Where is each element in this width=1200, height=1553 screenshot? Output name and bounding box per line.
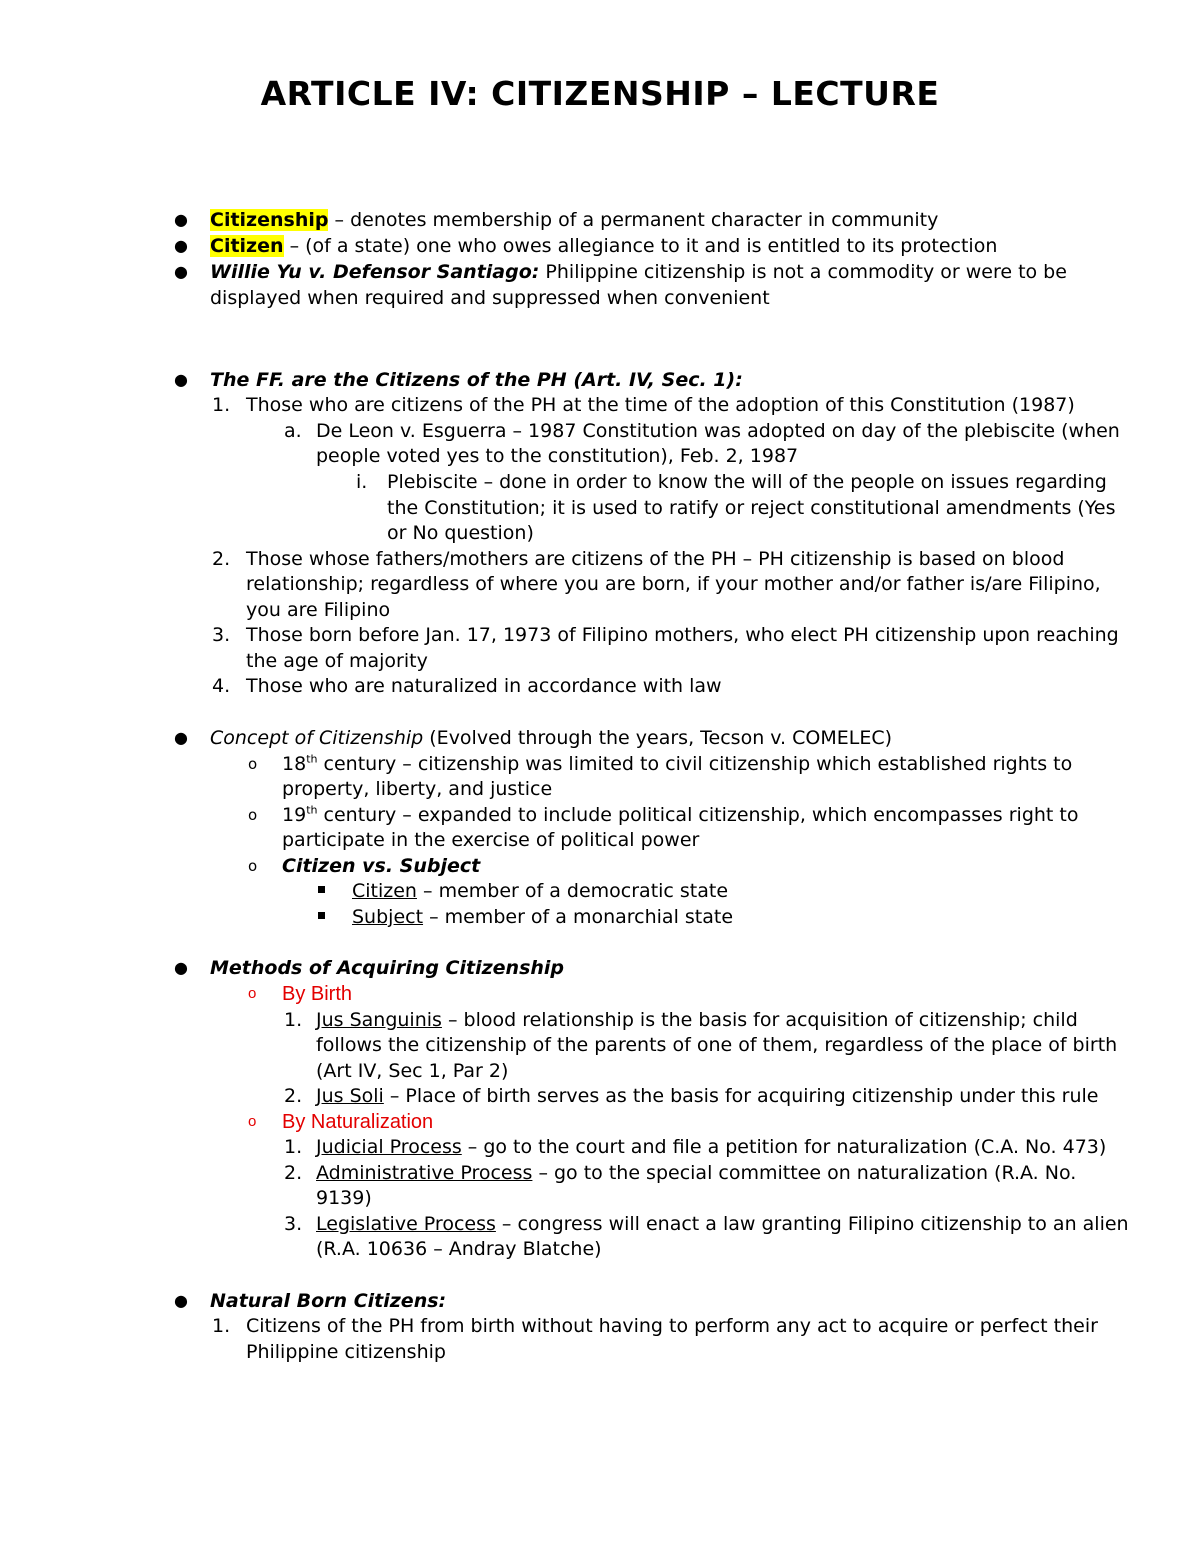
circle-bullet-icon: o — [248, 806, 258, 824]
list-item-continued: the Constitution; it is used to ratify or reject constitutional amendments (Yes — [387, 497, 1116, 519]
underlined-term: Judicial Process — [316, 1136, 462, 1158]
century-number: 18 — [282, 753, 307, 775]
definition-citizenship — [210, 207, 938, 233]
term-text: – congress will enact a law granting Filipino citizenship to an alien — [495, 1213, 1129, 1235]
list-item: Those who are naturalized in accordance with law — [246, 675, 722, 697]
list-number: 1. — [212, 1315, 231, 1337]
circle-bullet-icon: o — [248, 755, 258, 773]
case-text: Philippine citizenship is not a commodity or were to be — [539, 261, 1067, 283]
underlined-term: Jus Soli — [316, 1085, 384, 1107]
list-item-continued: (Art IV, Sec 1, Par 2) — [316, 1060, 509, 1082]
section-heading-natural-born: Natural Born Citizens: — [210, 1290, 447, 1312]
underlined-term: Subject — [352, 906, 424, 928]
list-item-continued: follows the citizenship of the parents of one of them, regardless of the place of birth — [316, 1034, 1118, 1056]
section-heading-methods: Methods of Acquiring Citizenship — [210, 957, 565, 979]
list-number: 1. — [212, 394, 231, 416]
list-number: 1. — [284, 1009, 303, 1031]
circle-bullet-icon: o — [248, 985, 257, 1002]
heading-italic: Concept of Citizenship — [210, 727, 424, 749]
page-title: ARTICLE IV: CITIZENSHIP – LECTURE — [260, 74, 940, 113]
highlighted-term: Citizenship — [210, 209, 329, 231]
century-text: century – citizenship was limited to civil citizenship which established rights to — [317, 753, 1073, 775]
heading-rest: (Evolved through the years, Tecson v. COMELEC) — [423, 727, 893, 749]
list-item — [316, 1160, 1076, 1186]
list-number: 2. — [212, 548, 231, 570]
list-letter: a. — [284, 420, 302, 442]
section-heading-concept — [210, 725, 892, 751]
list-item-continued: participate in the exercise of political power — [282, 829, 700, 851]
ordinal-suffix: th — [306, 752, 318, 766]
underlined-term: Citizen — [352, 880, 417, 902]
list-item — [316, 1211, 1129, 1237]
bullet-icon: ● — [174, 262, 188, 281]
term-text: – blood relationship is the basis for acquisition of citizenship; child — [441, 1009, 1078, 1031]
bullet-icon: ● — [174, 210, 188, 229]
bullet-icon: ● — [174, 236, 188, 255]
subheading-citizen-vs-subject: Citizen vs. Subject — [282, 855, 481, 877]
square-bullet-icon — [318, 886, 325, 893]
term-text: – go to the special committee on naturalization (R.A. No. — [532, 1162, 1077, 1184]
list-item — [282, 751, 1072, 777]
bullet-icon: ● — [174, 370, 188, 389]
term-text: – member of a monarchial state — [423, 906, 734, 928]
definition-text: – (of a state) one who owes allegiance to it and is entitled to its protection — [283, 235, 998, 257]
list-item-continued: 9139) — [316, 1187, 372, 1209]
section-heading-citizens: The FF. are the Citizens of the PH (Art. IV, Sec. 1): — [210, 369, 743, 391]
list-item: De Leon v. Esguerra – 1987 Constitution was adopted on day of the plebiscite (when — [316, 420, 1120, 442]
list-item-continued: you are Filipino — [246, 599, 391, 621]
list-item-continued: (R.A. 10636 – Andray Blatche) — [316, 1238, 602, 1260]
term-text: – go to the court and file a petition for naturalization (C.A. No. 473) — [461, 1136, 1107, 1158]
bullet-icon: ● — [174, 958, 188, 977]
underlined-term: Administrative Process — [316, 1162, 533, 1184]
square-bullet-icon — [318, 912, 325, 919]
list-item-continued: people voted yes to the constitution), Feb. 2, 1987 — [316, 445, 799, 467]
list-number: 2. — [284, 1162, 303, 1184]
ordinal-suffix: th — [306, 803, 318, 817]
list-item — [316, 1007, 1078, 1033]
list-item-continued: relationship; regardless of where you are born, if your mother and/or father is/are Filipino, — [246, 573, 1101, 595]
list-item: Plebiscite – done in order to know the will of the people on issues regarding — [387, 471, 1107, 493]
list-item: Those born before Jan. 17, 1973 of Filipino mothers, who elect PH citizenship upon reaching — [246, 624, 1119, 646]
term-text: – Place of birth serves as the basis for acquiring citizenship under this rule — [383, 1085, 1099, 1107]
list-item — [352, 878, 728, 904]
century-text: century – expanded to include political citizenship, which encompasses right to — [317, 804, 1079, 826]
bullet-icon: ● — [174, 728, 188, 747]
list-item-continued: the age of majority — [246, 650, 428, 672]
list-roman: i. — [356, 471, 368, 493]
list-item: Citizens of the PH from birth without having to perform any act to acquire or perfect their — [246, 1315, 1098, 1337]
century-number: 19 — [282, 804, 307, 826]
definition-text: – denotes membership of a permanent character in community — [328, 209, 939, 231]
case-text-continued: displayed when required and suppressed when convenient — [210, 287, 770, 309]
list-number: 3. — [284, 1213, 303, 1235]
underlined-term: Jus Sanguinis — [316, 1009, 442, 1031]
circle-bullet-icon: o — [248, 1113, 257, 1130]
subheading-by-birth: By Birth — [282, 983, 353, 1005]
list-item-continued: Philippine citizenship — [246, 1341, 446, 1363]
highlighted-term: Citizen — [210, 235, 284, 257]
list-item — [316, 1083, 1098, 1109]
circle-bullet-icon: o — [248, 857, 258, 875]
case-name: Willie Yu v. Defensor Santiago: — [210, 261, 540, 283]
underlined-term: Legislative Process — [316, 1213, 496, 1235]
list-number: 4. — [212, 675, 231, 697]
list-item: Those who are citizens of the PH at the time of the adoption of this Constitution (1987) — [246, 394, 1075, 416]
list-item-continued: or No question) — [387, 522, 534, 544]
list-item-continued: property, liberty, and justice — [282, 778, 553, 800]
bullet-icon: ● — [174, 1291, 188, 1310]
list-item — [352, 904, 733, 930]
term-text: – member of a democratic state — [416, 880, 729, 902]
case-citation — [210, 259, 1067, 285]
list-number: 2. — [284, 1085, 303, 1107]
list-number: 3. — [212, 624, 231, 646]
subheading-by-naturalization: By Naturalization — [282, 1111, 434, 1133]
list-item: Those whose fathers/mothers are citizens of the PH – PH citizenship is based on blood — [246, 548, 1065, 570]
list-item — [282, 802, 1079, 828]
list-item — [316, 1134, 1106, 1160]
list-number: 1. — [284, 1136, 303, 1158]
definition-citizen — [210, 233, 997, 259]
